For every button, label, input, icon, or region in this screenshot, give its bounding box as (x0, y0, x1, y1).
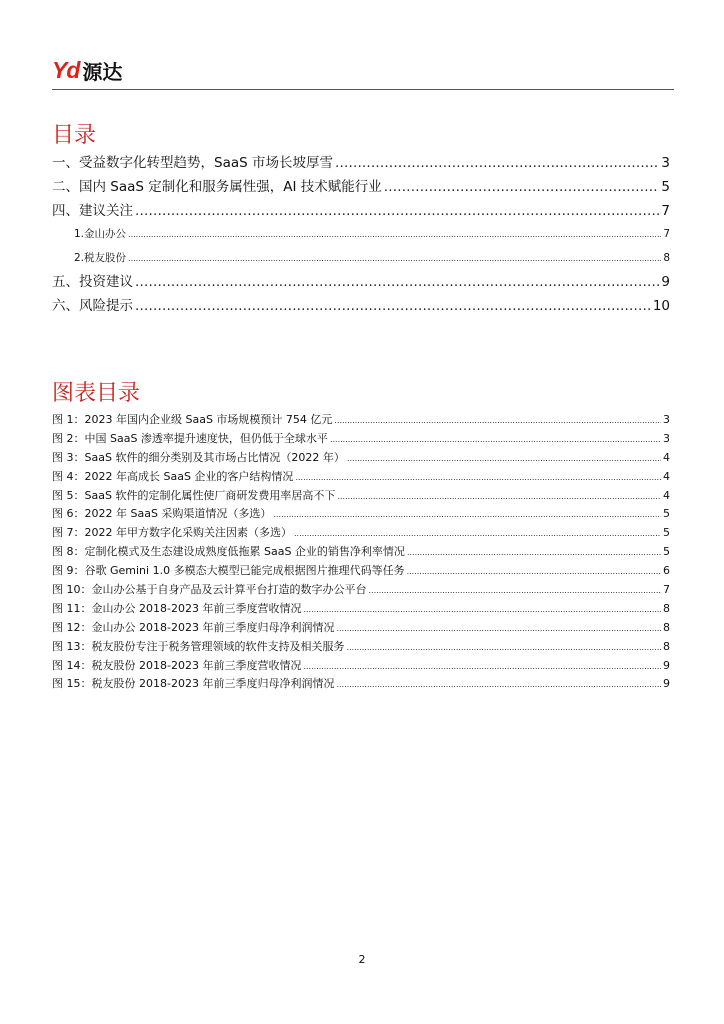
toc-entry[interactable] (52, 200, 670, 224)
figure-entry-label: 图 15：税友股份 2018-2023 年前三季度归母净利润情况 (52, 677, 335, 691)
figure-entry-page: 6 (663, 564, 670, 578)
toc-entry[interactable] (52, 176, 670, 200)
toc-entry-page: 9 (661, 273, 670, 290)
dot-leader (336, 676, 661, 695)
figure-entry-label: 图 10：金山办公基于自身产品及云计算平台打造的数字办公平台 (52, 583, 367, 597)
figure-entry-page: 4 (663, 488, 670, 502)
figure-entry-page: 4 (663, 469, 670, 483)
figure-entry-page: 5 (663, 545, 670, 559)
dot-leader (128, 247, 661, 271)
figure-entry-page: 5 (663, 507, 670, 521)
dot-leader (337, 488, 661, 507)
figure-entry-page: 9 (663, 658, 670, 672)
toc-entry-page: 3 (661, 155, 670, 171)
figure-entry-label: 图 6：2022 年 SaaS 采购渠道情况（多选） (52, 507, 272, 521)
toc-title: 目录 (52, 123, 97, 148)
toc-subentry[interactable] (52, 223, 670, 247)
dot-leader (407, 544, 661, 563)
figure-entry-label: 图 8：定制化模式及生态建设成熟度低拖累 SaaS 企业的销售净利率情况 (52, 545, 405, 559)
figure-entry-label: 图 4：2022 年高成长 SaaS 企业的客户结构情况 (52, 469, 294, 483)
dot-leader (335, 152, 659, 176)
dot-leader (336, 620, 661, 639)
figure-entry-label: 图 3：SaaS 软件的细分类别及其市场占比情况（2022 年） (52, 450, 345, 464)
figure-entry-label: 图 5：SaaS 软件的定制化属性使厂商研发费用率居高不下 (52, 488, 336, 502)
dot-leader (369, 582, 662, 601)
figure-entry[interactable] (52, 675, 670, 694)
figure-entry[interactable] (52, 487, 670, 506)
page-number: 2 (358, 953, 366, 966)
figure-entry[interactable] (52, 638, 670, 657)
figure-entry-page: 8 (663, 639, 670, 653)
figure-entry-label: 图 13：税友股份专注于税务管理领域的软件支持及相关服务 (52, 639, 345, 653)
dot-leader (384, 176, 660, 200)
toc-entry-label: 一、受益数字化转型趋势，SaaS 市场长坡厚雪 (52, 155, 333, 171)
figure-list (52, 411, 670, 694)
toc-entry[interactable] (52, 271, 670, 295)
dot-leader (303, 601, 661, 620)
dot-leader (303, 658, 661, 677)
toc-entry[interactable] (52, 295, 670, 319)
figure-entry-label: 图 9：谷歌 Gemini 1.0 多模态大模型已能完成根据图片推理代码等任务 (52, 564, 405, 578)
toc-entry-page: 7 (661, 202, 670, 219)
figure-entry-page: 8 (663, 620, 670, 634)
table-of-contents (52, 152, 670, 319)
figure-entry-label: 图 14：税友股份 2018-2023 年前三季度营收情况 (52, 658, 302, 672)
dot-leader (347, 450, 661, 469)
figure-entry-label: 图 12：金山办公 2018-2023 年前三季度归母净利润情况 (52, 620, 335, 634)
company-logo (52, 56, 122, 84)
dot-leader (135, 200, 659, 224)
dot-leader (330, 431, 661, 450)
figure-entry-page: 5 (663, 526, 670, 540)
dot-leader (273, 506, 661, 525)
figure-list-title: 图表目录 (52, 381, 141, 406)
figure-entry[interactable] (52, 430, 670, 449)
dot-leader (295, 469, 661, 488)
figure-entry-label: 图 7：2022 年甲方数字化采购关注因素（多选） (52, 526, 292, 540)
toc-entry-page: 10 (652, 297, 670, 314)
figure-entry[interactable] (52, 505, 670, 524)
logo-mark: Yd (52, 56, 80, 83)
dot-leader (347, 639, 662, 658)
figure-entry[interactable] (52, 449, 670, 468)
figure-entry-label: 图 11：金山办公 2018-2023 年前三季度营收情况 (52, 601, 302, 615)
figure-entry[interactable] (52, 657, 670, 676)
logo-text: 源达 (82, 59, 123, 84)
figure-entry[interactable] (52, 543, 670, 562)
toc-entry-label: 四、建议关注 (52, 202, 133, 219)
toc-entry-label: 六、风险提示 (52, 297, 133, 314)
dot-leader (407, 563, 661, 582)
figure-entry[interactable] (52, 468, 670, 487)
dot-leader (135, 271, 659, 295)
dot-leader (334, 412, 661, 431)
figure-entry[interactable] (52, 524, 670, 543)
figure-entry[interactable] (52, 562, 670, 581)
figure-entry-label: 图 1：2023 年国内企业级 SaaS 市场规模预计 754 亿元 (52, 413, 333, 426)
toc-entry-label: 二、国内 SaaS 定制化和服务属性强，AI 技术赋能行业 (52, 178, 382, 195)
figure-entry[interactable] (52, 581, 670, 600)
toc-entry-label: 1.金山办公 (74, 228, 127, 241)
figure-entry-page: 4 (663, 450, 670, 464)
figure-entry-page: 3 (663, 413, 670, 426)
figure-entry-page: 7 (663, 583, 670, 597)
toc-entry-label: 五、投资建议 (52, 273, 133, 290)
dot-leader (294, 525, 661, 544)
toc-entry-page: 5 (661, 178, 670, 195)
toc-entry[interactable] (52, 152, 670, 176)
dot-leader (128, 223, 661, 247)
figure-entry[interactable] (52, 600, 670, 619)
header-divider (52, 89, 674, 90)
figure-entry-page: 9 (663, 677, 670, 691)
dot-leader (135, 295, 651, 319)
figure-entry[interactable] (52, 411, 670, 430)
figure-entry-page: 8 (663, 601, 670, 615)
toc-entry-page: 7 (663, 228, 670, 241)
toc-subentry[interactable] (52, 247, 670, 271)
figure-entry-page: 3 (663, 431, 670, 445)
figure-entry[interactable] (52, 619, 670, 638)
toc-entry-page: 8 (663, 252, 670, 265)
toc-entry-label: 2.税友股份 (74, 252, 127, 265)
figure-entry-label: 图 2：中国 SaaS 渗透率提升速度快，但仍低于全球水平 (52, 431, 328, 445)
